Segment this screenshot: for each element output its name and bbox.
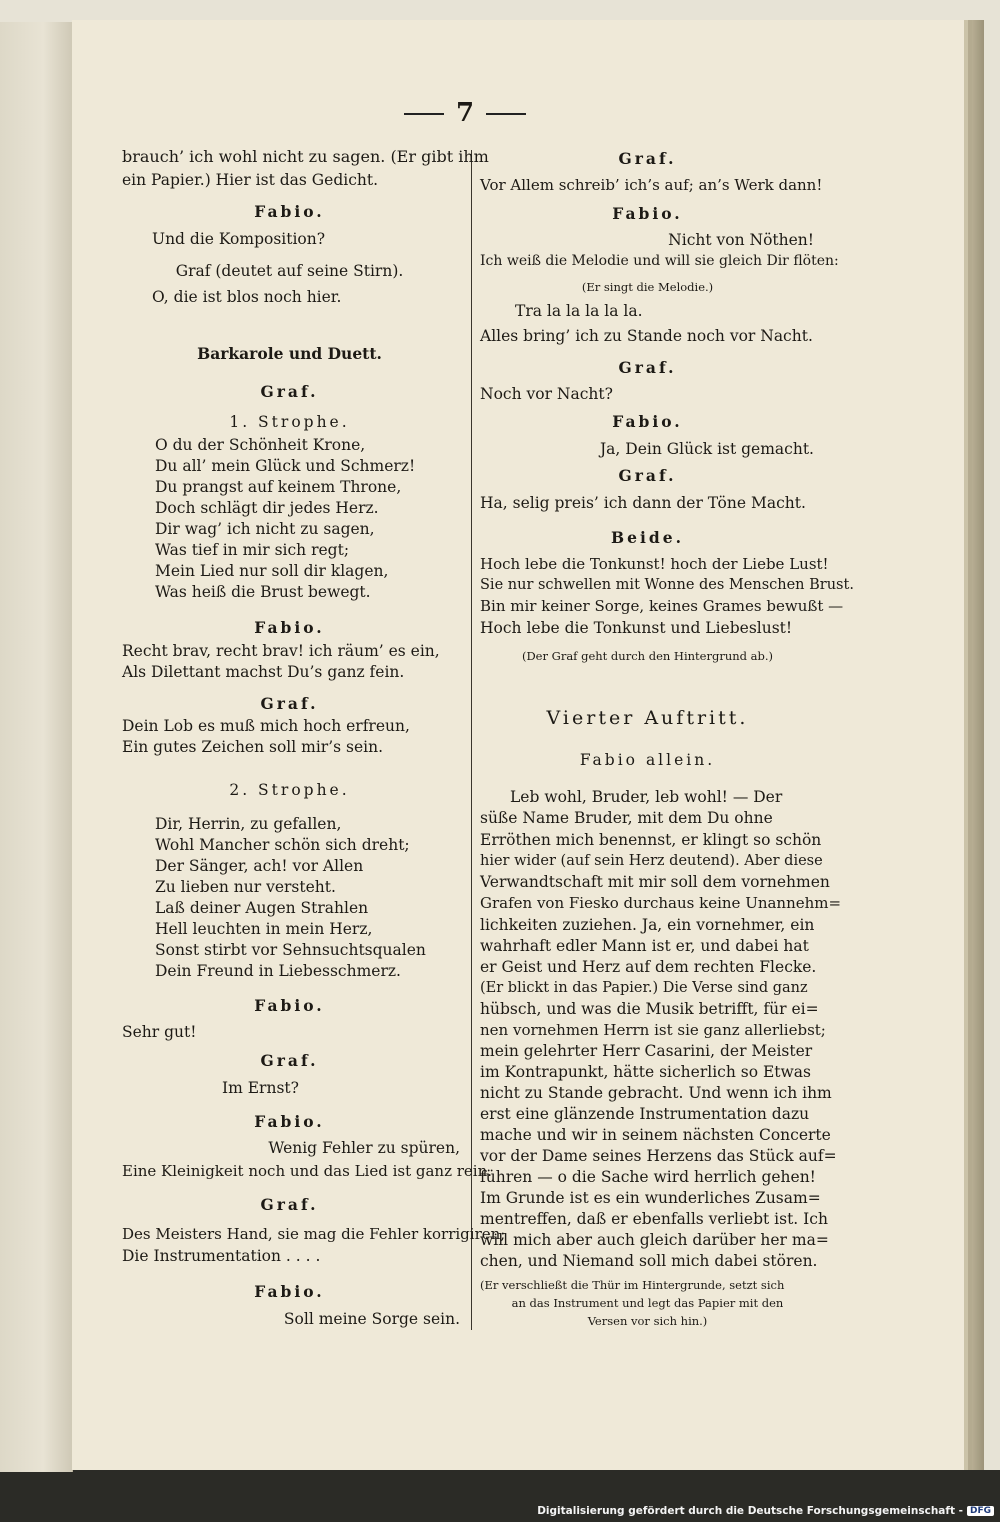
prose-line: im Kontrapunkt, hätte sicherlich so Etwas [480, 1063, 811, 1081]
stage-direction: (Er verschließt die Thür im Hintergrunde, setzt sich [480, 1278, 785, 1292]
prose-line: Im Grunde ist es ein wunderliches Zusam= [480, 1189, 821, 1207]
speaker-name: Graf. [618, 149, 677, 168]
prose-line: führen — o die Sache wird herrlich gehen! [480, 1168, 816, 1186]
digitization-credit [537, 1505, 994, 1521]
verse-line: Dein Freund in Liebesschmerz. [155, 962, 401, 980]
prose-line: hübsch, und was die Musik betrifft, für ei= [480, 1000, 819, 1018]
speaker-name: Graf. [260, 1195, 319, 1214]
speaker-name: Fabio. [254, 1282, 325, 1301]
prose-line: vor der Dame seines Herzens das Stück auf= [480, 1147, 837, 1165]
text-line: Vor Allem schreib’ ich’s auf; an’s Werk dann! [480, 176, 823, 194]
prose-line: Grafen von Fiesko durchaus keine Unannehm= [480, 894, 842, 912]
text-line: Soll meine Sorge sein. [283, 1310, 460, 1328]
text-line: Ha, selig preis’ ich dann der Töne Macht. [480, 494, 806, 512]
prose-line: lichkeiten zuziehen. Ja, ein vornehmer, ein [480, 916, 815, 934]
text-line: O, die ist blos noch hier. [152, 288, 342, 306]
text-line: Eine Kleinigkeit noch und das Lied ist ganz rein. [122, 1162, 493, 1180]
verse-line: Dir, Herrin, zu gefallen, [155, 815, 342, 833]
verse-line: Wohl Mancher schön sich dreht; [155, 836, 410, 854]
stage-direction: (Er singt die Melodie.) [581, 280, 714, 294]
prose-line: erst eine glänzende Instrumentation dazu [480, 1105, 810, 1123]
prose-line: mache und wir in seinem nächsten Concerte [480, 1126, 831, 1144]
header-rule-left [404, 113, 444, 115]
speaker-name: Graf. [618, 466, 677, 485]
text-line: Ja, Dein Glück ist gemacht. [599, 440, 814, 458]
text-line: Ein gutes Zeichen soll mir’s sein. [122, 738, 384, 756]
text-line: Recht brav, recht brav! ich räum’ es ein, [122, 642, 440, 660]
prose-line: nen vornehmen Herrn ist sie ganz allerliebst; [480, 1021, 826, 1039]
verse-line: Sonst stirbt vor Sehnsuchtsqualen [155, 941, 426, 959]
text-line: Sie nur schwellen mit Wonne des Menschen Brust. [480, 577, 854, 593]
prose-line: chen, und Niemand soll mich dabei stören. [480, 1252, 818, 1270]
text-line: Ich weiß die Melodie und will sie gleich Dir flöten: [480, 253, 839, 269]
text-line: Bin mir keiner Sorge, keines Grames bewußt — [480, 597, 844, 615]
text-line: Wenig Fehler zu spüren, [268, 1139, 460, 1157]
text-line: Alles bring’ ich zu Stande noch vor Nacht. [480, 327, 813, 345]
verse-line: Mein Lied nur soll dir klagen, [155, 562, 389, 580]
text-line: brauch’ ich wohl nicht zu sagen. (Er gibt ihm [122, 147, 489, 166]
verse-line: Was heiß die Brust bewegt. [155, 583, 371, 601]
speaker-name: Graf. [260, 694, 319, 713]
verse-line: O du der Schönheit Krone, [155, 436, 366, 454]
prose-line: Verwandtschaft mit mir soll dem vornehmen [480, 873, 830, 891]
prose-line: mentreffen, daß er ebenfalls verliebt ist. Ich [480, 1210, 828, 1228]
speaker-name: Fabio. [254, 1112, 325, 1131]
page-header [390, 98, 540, 128]
verse-line: Du prangst auf keinem Throne, [155, 478, 402, 496]
scene-heading: Vierter Auftritt. [546, 707, 749, 729]
speaker-name: Fabio. [612, 412, 683, 431]
prose-line: (Er blickt in das Papier.) Die Verse sind ganz [480, 980, 808, 996]
stage-direction: (Der Graf geht durch den Hintergrund ab.) [521, 649, 774, 663]
text-line: Noch vor Nacht? [480, 385, 613, 403]
speaker-name: Fabio. [254, 996, 325, 1015]
prose-line: mein gelehrter Herr Casarini, der Meister [480, 1042, 813, 1060]
page-number: 7 [455, 98, 475, 128]
speaker-name: Graf. [260, 1051, 319, 1070]
header-rule-right [486, 113, 526, 115]
text-line: Nicht von Nöthen! [668, 231, 814, 249]
text-line: Und die Komposition? [152, 230, 326, 248]
stage-direction: Versen vor sich hin.) [587, 1314, 708, 1328]
stage-direction: an das Instrument und legt das Papier mit den [511, 1296, 784, 1310]
verse-line: Was tief in mir sich regt; [155, 541, 350, 559]
speaker-name: Graf. [260, 382, 319, 401]
stanza-heading: 2. Strophe. [229, 781, 350, 799]
speaker-name: Graf. [618, 358, 677, 377]
verse-line: Zu lieben nur versteht. [155, 878, 336, 896]
text-line: Als Dilettant machst Du’s ganz fein. [122, 663, 405, 681]
text-line: ein Papier.) Hier ist das Gedicht. [122, 171, 379, 189]
text-line: Des Meisters Hand, sie mag die Fehler korrigiren; [122, 1225, 506, 1243]
verse-line: Du all’ mein Glück und Schmerz! [155, 457, 416, 475]
stanza-heading: 1. Strophe. [229, 413, 350, 431]
prose-line: hier wider (auf sein Herz deutend). Aber diese [480, 853, 823, 869]
column-divider [471, 150, 472, 1330]
speaker-name: Beide. [611, 528, 684, 547]
verse-line: Dir wag’ ich nicht zu sagen, [155, 520, 375, 538]
prose-line: wahrhaft edler Mann ist er, und dabei hat [480, 937, 809, 955]
text-line: Die Instrumentation . . . . [122, 1247, 321, 1265]
credit-text: Digitalisierung gefördert durch die Deutsche Forschungsgemeinschaft - [537, 1505, 963, 1517]
speaker-name: Fabio. [612, 204, 683, 223]
verse-line: Laß deiner Augen Strahlen [155, 899, 369, 917]
speaker-name: Fabio allein. [579, 751, 716, 769]
text-line: Dein Lob es muß mich hoch erfreun, [122, 717, 410, 735]
text-line: Hoch lebe die Tonkunst! hoch der Liebe Lust! [480, 555, 829, 573]
verse-line: Doch schlägt dir jedes Herz. [155, 499, 379, 517]
prose-line: Erröthen mich benennst, er klingt so schön [480, 831, 822, 849]
page-stack-edge [964, 20, 984, 1470]
prose-line: er Geist und Herz auf dem rechten Flecke. [480, 958, 817, 976]
facing-page-edge [0, 22, 73, 1472]
text-line: Hoch lebe die Tonkunst und Liebeslust! [480, 619, 793, 637]
prose-line: Leb wohl, Bruder, leb wohl! — Der [510, 788, 783, 806]
speaker-name: Graf (deutet auf seine Stirn). [175, 262, 404, 280]
text-line: Im Ernst? [222, 1079, 299, 1097]
dfg-logo: DFG [967, 1506, 994, 1516]
verse-line: Der Sänger, ach! vor Allen [155, 857, 364, 875]
text-line: Sehr gut! [122, 1023, 197, 1041]
section-heading: Barkarole und Duett. [197, 344, 382, 363]
speaker-name: Fabio. [254, 202, 325, 221]
prose-line: nicht zu Stande gebracht. Und wenn ich ihm [480, 1084, 832, 1102]
prose-line: will mich aber auch gleich darüber her ma= [480, 1231, 829, 1249]
verse-line: Hell leuchten in mein Herz, [155, 920, 373, 938]
text-line: Tra la la la la la. [515, 302, 643, 320]
speaker-name: Fabio. [254, 618, 325, 637]
prose-line: süße Name Bruder, mit dem Du ohne [480, 809, 773, 827]
